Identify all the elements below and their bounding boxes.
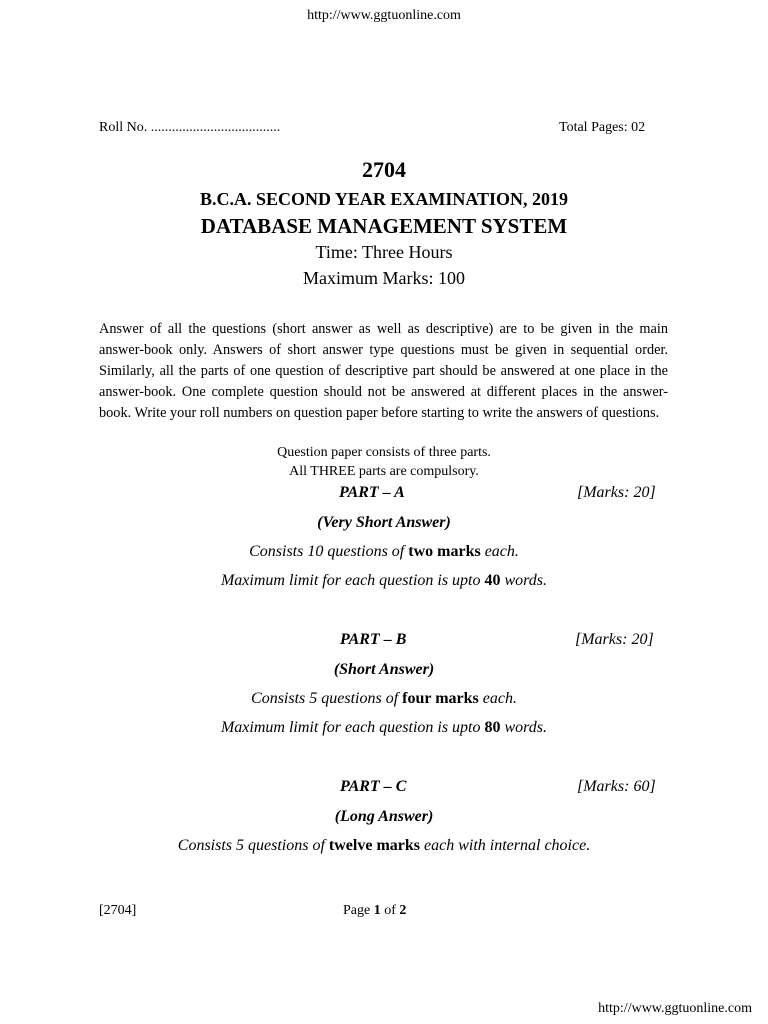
part-a-marks: [Marks: 20] bbox=[577, 484, 656, 501]
part-b-subtitle: (Short Answer) bbox=[333, 661, 435, 678]
exam-time: Time: Three Hours bbox=[315, 242, 453, 262]
note-parts: Question paper consists of three parts. bbox=[277, 445, 491, 460]
instructions-paragraph: Answer of all the questions (short answer as well as descriptive) are to be given in the main answer-book only. Answers of short answer type questions must be given in sequential order. Similarly, all the parts of one question of descriptive part should be answered at one place in the answer-book. One complete question should not be answered at different places in the answer-book. Write your roll numbers on question paper before starting to write the answers of questions. bbox=[99, 321, 668, 421]
footer-paper-code: [2704] bbox=[99, 903, 137, 918]
part-b-marks: [Marks: 20] bbox=[575, 631, 654, 648]
subject-title: DATABASE MANAGEMENT SYSTEM bbox=[200, 214, 568, 238]
part-c-subtitle: (Long Answer) bbox=[334, 808, 434, 825]
page-indicator: Page 1 of 2 bbox=[343, 903, 407, 918]
part-b-line2: Maximum limit for each question is upto 80 words. bbox=[220, 719, 548, 736]
part-c-marks: [Marks: 60] bbox=[577, 778, 656, 795]
paper-code: 2704 bbox=[362, 157, 406, 182]
header-url: http://www.ggtuonline.com bbox=[307, 8, 461, 23]
part-b-title: PART – B bbox=[340, 631, 407, 648]
part-c-title: PART – C bbox=[340, 778, 407, 795]
part-c-line1: Consists 5 questions of twelve marks each with internal choice. bbox=[177, 837, 591, 854]
footer-url: http://www.ggtuonline.com bbox=[598, 1001, 752, 1016]
part-a-subtitle: (Very Short Answer) bbox=[317, 514, 451, 531]
total-pages: Total Pages: 02 bbox=[559, 120, 646, 135]
exam-title: B.C.A. SECOND YEAR EXAMINATION, 2019 bbox=[199, 189, 569, 209]
part-a-line2: Maximum limit for each question is upto 40 words. bbox=[220, 572, 548, 589]
max-marks: Maximum Marks: 100 bbox=[303, 268, 465, 288]
roll-number-field: Roll No. ..................................... bbox=[99, 120, 281, 135]
part-a-line1: Consists 10 questions of two marks each. bbox=[249, 543, 519, 560]
part-b-line1: Consists 5 questions of four marks each. bbox=[251, 690, 517, 707]
part-a-title: PART – A bbox=[339, 484, 405, 501]
note-compulsory: All THREE parts are compulsory. bbox=[289, 464, 479, 479]
